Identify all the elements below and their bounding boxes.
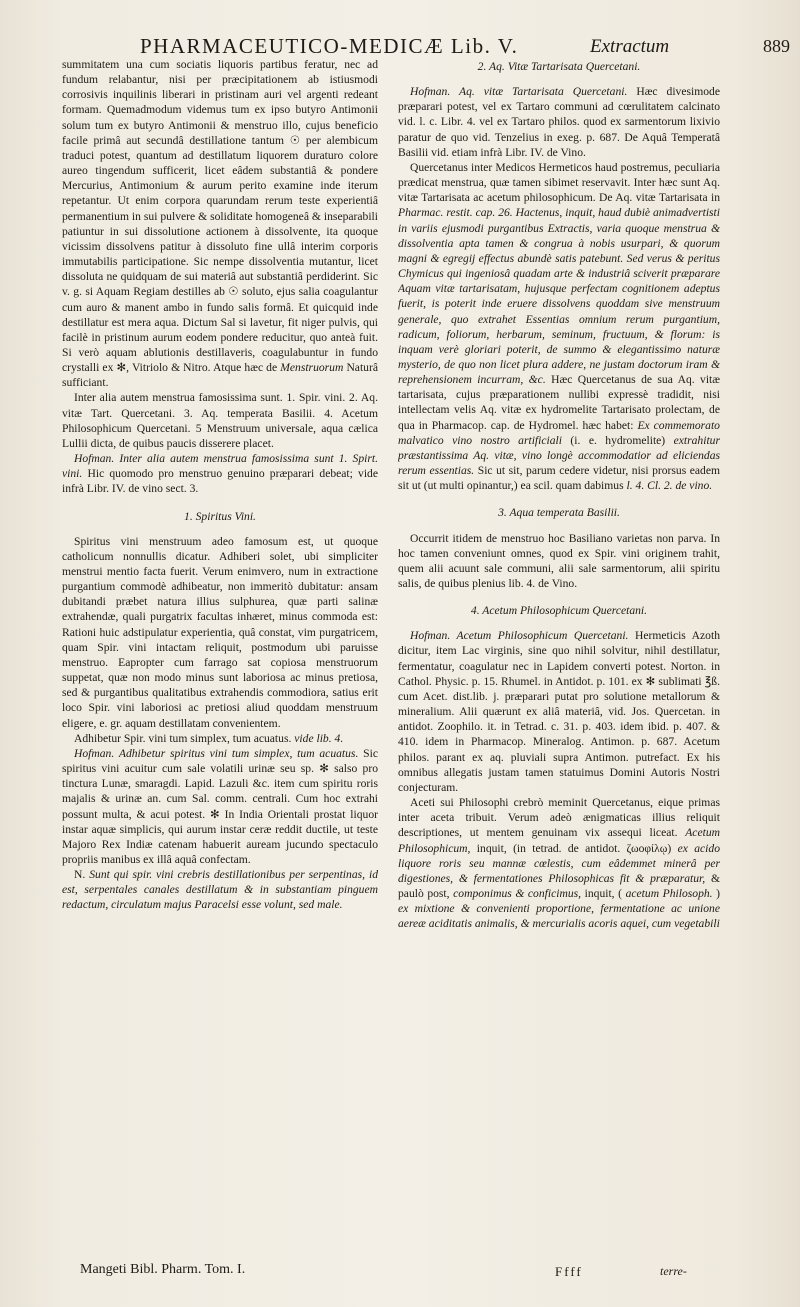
emphasis: acetum Philosoph. [625, 886, 713, 900]
emphasis: Hofman. Inter alia autem menstrua famosissima sunt 1. Spirt. vini. [62, 452, 378, 481]
paragraph [62, 451, 378, 496]
page-header [140, 30, 790, 60]
emphasis: Sunt qui spir. vini crebris destillationibus per serpentinas, id est, serpentales canales destillatum & in substantiam pinguem redactum, circulatum majus Paracelsi esse volunt, sed male. [62, 868, 378, 912]
paragraph-text: N. [74, 868, 86, 882]
emphasis: ex mixtione & convenienti proportione, fermentatione ac unione aereæ aciditatis animalis, & mercurialis acoris aquei, cum vegetabili [398, 902, 720, 931]
paragraph-text: Naturâ sufficiant. [62, 361, 378, 390]
page-number: 889 [763, 36, 790, 56]
emphasis: extrahitur præstantissima Aq. vitæ, vino longè accommodatior ad eliciendas rerum essentias. [398, 433, 720, 478]
section-heading: 3. Aqua temperata Basilii. [498, 506, 620, 520]
paragraph: Inter alia autem menstrua famosissima sunt. 1. Spir. vini. 2. Aq. vitæ Tart. Quercetani. 3. Aq. temperata Basilii. 4. Acetum Philosophicum Quercetani. 5 Menstruum universale, aqua cælica Lullii dicta, de quibus paucis disserere placet. [62, 391, 378, 450]
emphasis: ex acido liquore roris seu mannæ cœlestis, cum eâdemmet minerâ per digestiones, & fermentationes Philosophicas fit & præparatur, [398, 841, 720, 885]
paragraph-text: Hæc divesimode præparari potest, vel ex Tartaro communi ad cœrulitatem calcinato vid. l. c. Libr. 4. vel ex Tartaro philos. quod ex sarmentorum lixivio paratur de quo vid. Tenzelius in exeg. p. 687. De Aquâ Temperatâ Basilii vid. etiam infrà Libr. IV. de Vino. [398, 85, 720, 159]
paragraph [62, 731, 378, 746]
emphasis: componimus & conficimus, [453, 886, 582, 900]
paragraph-text: summitatem una cum sociatis liquoris partibus feratur, nec ad fundum relabantur, nisi per præcipitationem ab istiusmodi corrosivis inquilinis liberari in pristinam auri vel argenti redeant formam. Quemadmodum videmus tum ex ipso butyro Antimonii solum tum ex butyro Antimonii & menstruo illo, cujus beneficio facile primâ aut secundâ destillatione tantum ☉ per alembicum traduci potest, quantum ad destillatum liquorem duraturo colore aureo tingendum sufficerit, licet eâdem substantiâ & pondere Mercurius, Antimonium & aurum perito examine inde iterum repetantur. Ut enim corpora quarundam rerum teste experientiâ permanentium in sui pulvere & soliditate homogeneâ & inseparabili patiuntur in sui dissolutione actionem à dissolvente, ita quoque vicissim dissolvens patitur à dissoluto fine ullâ interim corporis immutabilis participatione. Sic nempe dissolventia mutantur, licet dissoluta ne quidquam de sui materiâ aut substantiâ perdiderint. Sic v. g. si Aquam Regiam destilles ab ☉ soluto, ejus salia coagulantur cum auro & manent ambo in fundo salis formâ. Et quicquid inde destillatur est mera aqua. Dictum Sal si lavetur, fit niger pulvis, qui facilè in pristinum aurum eodem pondere reducitur, quo anteà fuit. Si verò aquam ablutionis destillaveris, coagulabuntur in fundo crystalli ex ✻, Vitriolo & Nitro. Atque hæc de [62, 58, 378, 375]
emphasis: Menstruorum [280, 361, 344, 375]
paragraph-text: Hic quomodo pro menstruo genuino præparari debeat; vide infrà Libr. IV. de vino sect. 3. [62, 467, 378, 496]
paragraph: Occurrit itidem de menstruo hoc Basiliano varietas non parva. In hoc tamen conveniunt omnes, quod ex Spir. vini originem trahit, quem alii acuunt sale communi, alii sale sarmentorum, alii spiritu salis, de quibus plenius lib. 4. de Vino. [398, 531, 720, 590]
paragraph-text: Adhibetur Spir. vini tum simplex, tum acuatus. [74, 731, 292, 745]
paragraph [398, 795, 720, 931]
right-column [398, 57, 720, 1257]
emphasis: Ex commemorato malvatico vino nostro artificiali [398, 418, 720, 447]
emphasis: l. 4. Cl. 2. de vino. [626, 479, 713, 493]
left-column [62, 57, 378, 1257]
emphasis: Acetum Philosophicum, [398, 826, 720, 855]
paragraph-text: & paulò post, [398, 871, 720, 900]
paragraph [62, 867, 378, 912]
paragraph-text: ) [716, 886, 720, 900]
emphasis: Hofman. Acetum Philosophicum Quercetani. [410, 629, 629, 643]
section-heading: 1. Spiritus Vini. [184, 509, 256, 523]
paragraph-text: Sic ut sit, parum cedere videtur, nisi prorsus eadem sit ut (ut multi opinantur,) ea scil. quam dabimus [398, 464, 720, 493]
paragraph-text: (i. e. hydromelite) [570, 433, 666, 447]
paragraph-text: Hermeticis Azoth dicitur, item Lac virginis, sine quo nihil solvitur, nihil destillatur, fermentatur, coagulatur nec in Lapidem converti potest. Norton. in Cathol. Physic. p. 15. Rhumel. in Antidot. p. 101. ex ✻ sublimati ℥ß. cum Acet. dist.lib. j. præparari putat pro solutione metallorum & mineralium. Alii quærunt ex aliâ materiâ, vid. Jos. Quercetan. in antidot. Zoophilo. it. in Tetrad. c. 31. p. 403. idem ibid. p. 407. & 410. idem in Pharmacop. Mineralog. Antimon. p. 687. Acetum philos. parant ex aq. pluviali supra Antimon. putrefact. Ex his omnibus allegatis justam tamen statuimus Domini Autoris Nostri conjecturam. [398, 629, 720, 794]
paragraph [398, 84, 720, 160]
emphasis: Hofman. Adhibetur spiritus vini tum simplex, tum acuatus. [74, 746, 359, 760]
paragraph-text: inquit, ( [584, 886, 623, 900]
emphasis: Hofman. Aq. vitæ Tartarisata Quercetani. [410, 85, 628, 99]
paragraph-text: Quercetanus inter Medicos Hermeticos haud postremus, peculiaria prædicat menstrua, quæ tamen sibimet reservavit. Inter hæc sunt Aq. vitæ Tartarisata ac acetum philosophicum. De Aq. vitæ Tartarisata in [398, 160, 720, 205]
emphasis: Pharmac. restit. cap. 26. Hactenus, inquit, haud dubiè animadvertisti in variis ejusmodi purgantibus Extractis, varia quoque menstrua & dissolventia apta tamen & congrua à nobis usurpari, & quorum magni & egregij effectus abundè satis patebunt. Sed verus & peritus Chymicus qui ingeniosâ quadam arte & industriâ sciverit præparare Aquam vitæ tartarisatam, hujusque perfectam cognitionem adeptus fuerit, is poterit inde eruere dissolvens quoddam sive menstruum generale, quo extrahet Essentias omnium rerum purgantium, radicum, foliorum, herbarum, seminum, fructuum, & florum: is inquam verè gloriari poterit, de summo & elegantissimo naturæ mysterio, de quo non licet plura addere, ne justam doctorum iram & reprehensionem incurram, &c. [398, 206, 720, 387]
paragraph-text: Hæc Quercetanus de sua Aq. vitæ tartarisata, cujus præparationem nullibi expressè tradidit, nisi intellectam velis Aq. vitæ ex hydromelite Tartarisato prolectam, de qua in Pharmacop. cap. de Hydromel. hæc habet: [398, 373, 720, 432]
section-tag: Extractum [590, 36, 670, 57]
paragraph [62, 746, 378, 867]
paragraph-text: Aceti sui Philosophi crebrò meminit Quercetanus, eique primas inter aceta tribuit. Verum adeò ænigmaticas illius reliquit descriptiones, ut mentem genuinam vix assequi liceat. [398, 796, 720, 840]
paragraph [398, 628, 720, 795]
catchword: terre- [660, 1264, 687, 1278]
paragraph-text: inquit, (in tetrad. de antidot. ζωοφίλῳ) [476, 841, 672, 855]
paragraph [398, 160, 720, 493]
signature-mark: Ffff [555, 1264, 583, 1279]
paragraph [62, 57, 378, 390]
signature-line: Mangeti Bibl. Pharm. Tom. I. [80, 1262, 246, 1277]
paragraph: Spiritus vini menstruum adeo famosum est, ut quoque catholicum nonnullis dicatur. Adhiberi solet, ubi simpliciter menstrui mentio facta fuerit. Verum enimvero, num in extractione purgantium commodè adhibeatur, non immeritò dubitatur: ansam dubitandi præbet natura illius sulphurea, quæ parti salinæ extrahendæ, quali purgatrix facultas inhæret, minus commoda est: Rationi huic adstipulatur experientia, quâ constat, vim purgatricem, quam Spir. vini intactam reliquit, postmodum ubi paruisse menstruo. Eapropter cum farrago sat copiosa menstruorum suppetat, quæ non modo minus sunt laboriosa ac minus pretiosa, sed & purgantibus qualitatibus extrahendis commodiora, satius erit loco Spir. vini laboriosi ac pretiosi aliud quoddam menstruum eligere, e. gr. aquam destillatam convenientem. [62, 534, 378, 730]
paragraph-text: Sic spiritus vini acuitur cum sale volatili urinæ seu sp. ✻ salso pro tinctura Lunæ, smaragdi. Lapid. Lazuli &c. item cum spiritu roris majalis & urinæ an. cum Sal. comm. centrali. Cum hoc extrahi possunt multa, & acui potest. ✻ In India Orientali prostat liquor instar aquæ simplicis, qui aurum instar ceræ reddit ductile, ut teste Majoro Rex Indiæ catenam habuerit auream jucundo spectaculo propriis manibus ex illâ aquâ confectam. [62, 746, 378, 866]
section-heading: 4. Acetum Philosophicum Quercetani. [470, 604, 648, 618]
section-heading: 2. Aq. Vitæ Tartarisata Quercetani. [477, 60, 641, 73]
running-head: PHARMACEUTICO-MEDICÆ Lib. V. [140, 34, 519, 58]
page-footer [0, 1262, 800, 1290]
emphasis: vide lib. 4. [294, 731, 344, 745]
